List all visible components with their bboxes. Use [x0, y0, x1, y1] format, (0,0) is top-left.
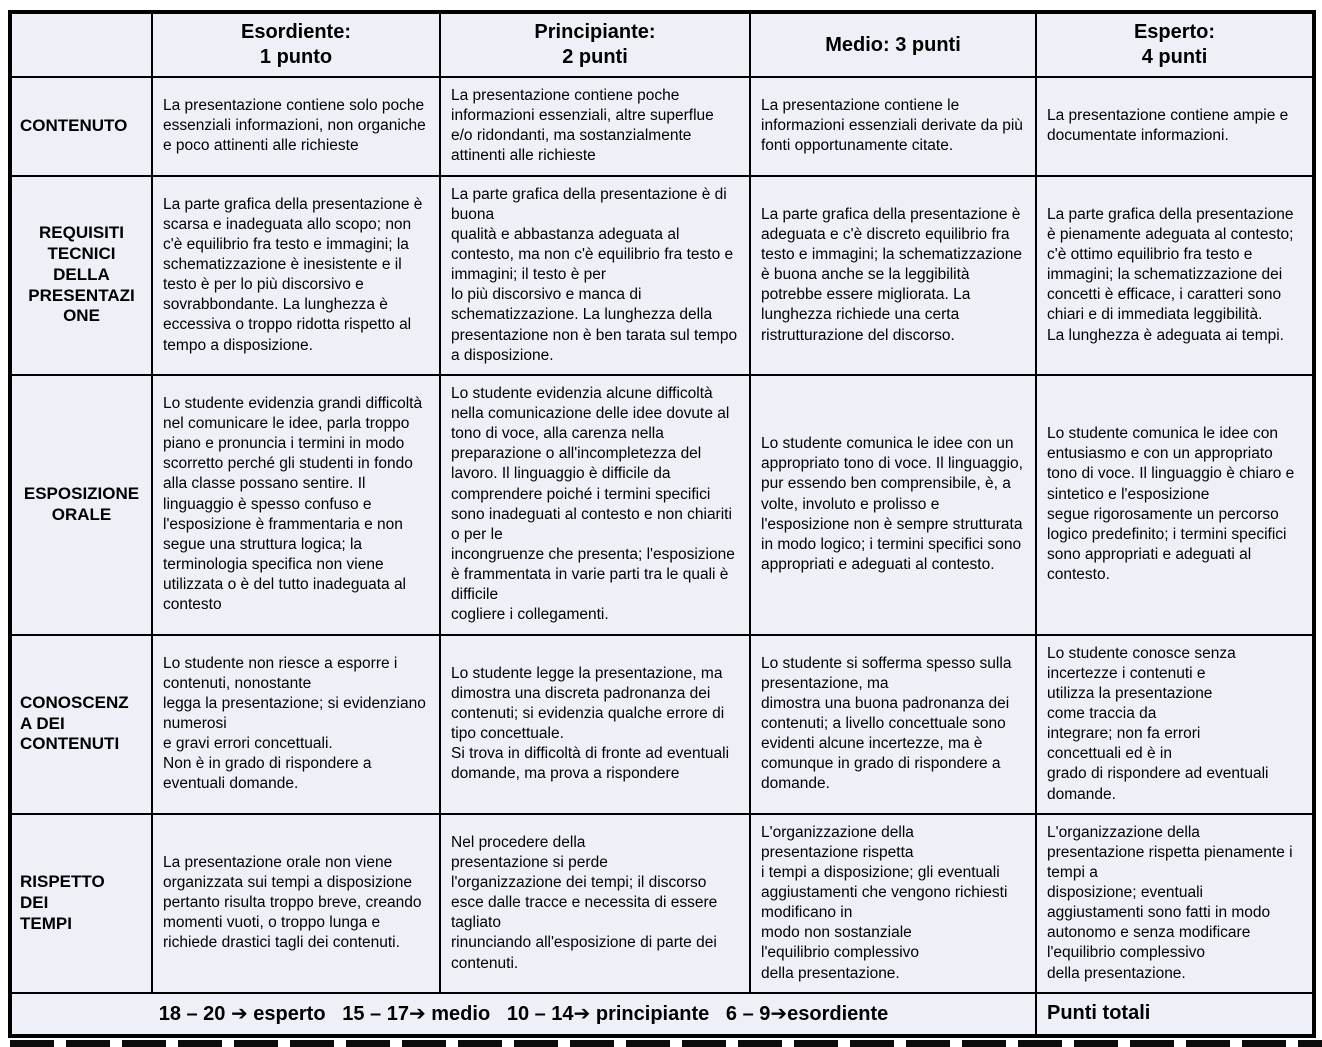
row-label-rispetto-tempi: RISPETTO DEI TEMPI — [10, 814, 152, 993]
header-row — [10, 12, 1314, 77]
cell-esposizione-esordiente: Lo studente evidenzia grandi difficoltà nel comunicare le idee, parla troppo piano e pronuncia i termini in modo scorretto perché gli studenti in fondo alla classe possano sentire. Il linguaggio è spesso confuso e l'esposizione è frammentaria e non segue una struttura logica; la terminologia specifica non viene utilizzata o è del tutto inadeguata al contesto — [152, 375, 440, 635]
cell-rispetto-principiante: Nel procedere della presentazione si perde l'organizzazione dei tempi; il discorso esce dalle tracce e necessita di essere tagliato rinunciando all'esposizione di parte dei contenuti. — [440, 814, 750, 993]
cell-rispetto-esperto: L'organizzazione della presentazione rispetta pienamente i tempi a disposizione; eventuali aggiustamenti sono fatti in modo autonomo e senza modificare l'equilibrio complessivo della presentazione. — [1036, 814, 1314, 993]
cell-rispetto-medio: L'organizzazione della presentazione rispetta i tempi a disposizione; gli eventuali aggiustamenti che vengono richiesti modificano in modo non sostanziale l'equilibrio complessivo della presentazione. — [750, 814, 1036, 993]
row-requisiti-tecnici — [10, 176, 1314, 375]
cell-conoscenza-medio: Lo studente si sofferma spesso sulla presentazione, ma dimostra una buona padronanza dei contenuti; a livello concettuale sono evidenti alcune incertezze, ma è comunque in grado di rispondere a domande. — [750, 635, 1036, 814]
cell-conoscenza-principiante: Lo studente legge la presentazione, ma dimostra una discreta padronanza dei contenuti; si evidenzia qualche errore di tipo concettuale. Si trova in difficoltà di fronte ad eventuali domande, ma prova a rispondere — [440, 635, 750, 814]
cell-contenuto-esperto: La presentazione contiene ampie e documentate informazioni. — [1036, 77, 1314, 176]
cell-contenuto-principiante: La presentazione contiene poche informazioni essenziali, altre superflue e/o ridondanti, ma sostanzialmente attinenti alle richieste — [440, 77, 750, 176]
row-label-conoscenza-contenuti: CONOSCENZ A DEI CONTENUTI — [10, 635, 152, 814]
col-header-esordiente: Esordiente: 1 punto — [152, 12, 440, 77]
col-header-esperto: Esperto: 4 punti — [1036, 12, 1314, 77]
row-conoscenza-contenuti — [10, 635, 1314, 814]
cell-requisiti-esordiente: La parte grafica della presentazione è scarsa e inadeguata allo scopo; non c'è equilibrio fra testo e immagini; la schematizzazione è inesistente e il testo è per lo più discorsivo e sovrabbondante. La lunghezza è eccessiva o troppo ridotta rispetto al tempo a disposizione. — [152, 176, 440, 375]
cell-contenuto-medio: La presentazione contiene le informazioni essenziali derivate da più fonti opportunamente citate. — [750, 77, 1036, 176]
total-points-label: Punti totali — [1036, 993, 1314, 1036]
footer-row — [10, 993, 1314, 1036]
row-esposizione-orale — [10, 375, 1314, 635]
row-rispetto-tempi — [10, 814, 1314, 993]
scan-artifact-dashed-line — [10, 1040, 1322, 1047]
cell-conoscenza-esordiente: Lo studente non riesce a esporre i contenuti, nonostante legga la presentazione; si evidenziano numerosi e gravi errori concettuali. Non è in grado di rispondere a eventuali domande. — [152, 635, 440, 814]
row-label-contenuto: CONTENUTO — [10, 77, 152, 176]
cell-requisiti-medio: La parte grafica della presentazione è adeguata e c'è discreto equilibrio fra testo e immagini; la schematizzazione è buona anche se la leggibilità potrebbe essere migliorata. La lunghezza richiede una certa ristrutturazione del discorso. — [750, 176, 1036, 375]
corner-cell — [10, 12, 152, 77]
col-header-principiante: Principiante: 2 punti — [440, 12, 750, 77]
row-label-requisiti-tecnici: REQUISITI TECNICI DELLA PRESENTAZI ONE — [10, 176, 152, 375]
cell-conoscenza-esperto: Lo studente conosce senza incertezze i contenuti e utilizza la presentazione come traccia da integrare; non fa errori concettuali ed è in grado di rispondere ad eventuali domande. — [1036, 635, 1314, 814]
row-label-esposizione-orale: ESPOSIZIONE ORALE — [10, 375, 152, 635]
cell-contenuto-esordiente: La presentazione contiene solo poche essenziali informazioni, non organiche e poco attinenti alle richieste — [152, 77, 440, 176]
cell-requisiti-esperto: La parte grafica della presentazione è pienamente adeguata al contesto; c'è ottimo equilibrio fra testo e immagini; la schematizzazione dei concetti è efficace, i caratteri sono chiari e di immediata leggibilità. La lunghezza è adeguata ai tempi. — [1036, 176, 1314, 375]
score-legend: 18 – 20 ➔ esperto 15 – 17➔ medio 10 – 14➔ principiante 6 – 9➔esordiente — [10, 993, 1036, 1036]
col-header-medio: Medio: 3 punti — [750, 12, 1036, 77]
row-contenuto — [10, 77, 1314, 176]
cell-requisiti-principiante: La parte grafica della presentazione è di buona qualità e abbastanza adeguata al contesto, ma non c'è equilibrio fra testo e immagini; il testo è per lo più discorsivo e manca di schematizzazione. La lunghezza della presentazione non è ben tarata sul tempo a disposizione. — [440, 176, 750, 375]
cell-esposizione-medio: Lo studente comunica le idee con un appropriato tono di voce. Il linguaggio, pur essendo ben comprensibile, è, a volte, involuto e prolisso e l'esposizione non è sempre strutturata in modo logico; i termini specifici sono appropriati e adeguati al contesto. — [750, 375, 1036, 635]
cell-rispetto-esordiente: La presentazione orale non viene organizzata sui tempi a disposizione pertanto risulta troppo breve, creando momenti vuoti, o troppo lunga e richiede drastici tagli dei contenuti. — [152, 814, 440, 993]
rubric-table — [8, 10, 1316, 1038]
cell-esposizione-principiante: Lo studente evidenzia alcune difficoltà nella comunicazione delle idee dovute al tono di voce, alla carenza nella preparazione o all'incompletezza del lavoro. Il linguaggio è difficile da comprendere poiché i termini specifici sono inadeguati al contesto e non chiariti o per le incongruenze che presenta; l'esposizione è frammentata in varie parti tra le quali è difficile cogliere i collegamenti. — [440, 375, 750, 635]
cell-esposizione-esperto: Lo studente comunica le idee con entusiasmo e con un appropriato tono di voce. Il linguaggio è chiaro e sintetico e l'esposizione segue rigorosamente un percorso logico predefinito; i termini specifici sono appropriati e adeguati al contesto. — [1036, 375, 1314, 635]
